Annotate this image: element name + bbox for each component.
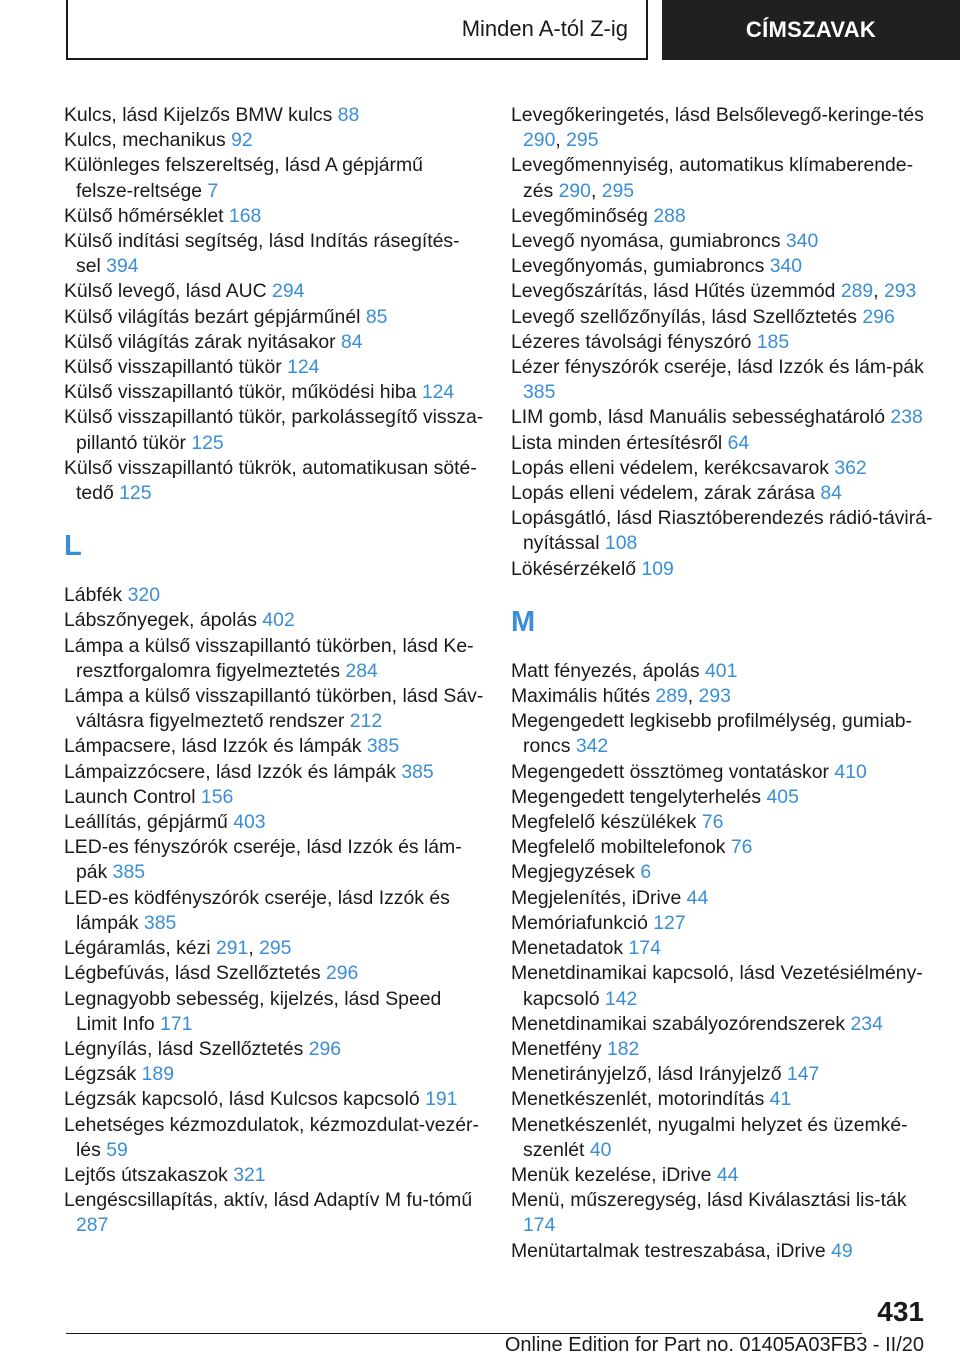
page-reference-link[interactable]: 76 xyxy=(701,811,724,834)
index-entry xyxy=(64,305,484,330)
tab-section-title[interactable] xyxy=(66,0,648,60)
index-entry xyxy=(64,355,484,380)
index-entry xyxy=(64,835,484,885)
index-entry xyxy=(511,204,936,229)
page-reference-link[interactable]: 293 xyxy=(883,280,917,303)
index-entry-text: Menütartalmak testreszabása, iDrive xyxy=(511,1239,826,1262)
tab-active-chapter[interactable] xyxy=(662,0,960,60)
index-entry xyxy=(511,305,936,330)
page-reference-link[interactable]: 340 xyxy=(769,255,803,278)
page-reference-link[interactable]: 44 xyxy=(686,886,709,909)
footer-edition: Online Edition for Part no. 01405A03FB3 - II/20 xyxy=(504,1334,924,1356)
page-reference-link[interactable]: 238 xyxy=(890,406,923,429)
index-entry-text: Lámpa a külső visszapillantó tükörben, lásd Ke-resztforgalomra figyelmeztetés xyxy=(64,634,474,682)
index-entry-text: Levegőkeringetés, lásd Belsőlevegő-keringe-tés xyxy=(511,104,924,126)
page-reference-link[interactable]: 125 xyxy=(191,431,224,454)
index-entry-text: Lehetséges kézmozdulatok, kézmozdulat-vezér-lés xyxy=(64,1113,479,1161)
page-reference-link[interactable]: 401 xyxy=(705,659,738,682)
page-reference-link[interactable]: 59 xyxy=(106,1138,128,1161)
index-entry xyxy=(511,760,936,785)
index-entry xyxy=(64,1062,484,1087)
page-reference-link[interactable]: 295 xyxy=(566,129,599,152)
page-reference-link[interactable]: 41 xyxy=(769,1088,792,1111)
index-entry xyxy=(511,1087,936,1112)
index-entry-text: Külső visszapillantó tükrök, automatikusan söté-tedő xyxy=(64,456,477,505)
index-entry xyxy=(511,1062,936,1087)
page-reference-link[interactable]: 44 xyxy=(716,1163,739,1186)
page-reference-link[interactable]: 84 xyxy=(820,482,842,505)
index-entry xyxy=(64,405,484,455)
index-entry xyxy=(64,734,484,759)
index-entry xyxy=(64,204,484,229)
index-entry: Maximális hűtés 289, 293 xyxy=(511,685,731,708)
page-reference-link[interactable]: 294 xyxy=(272,280,305,303)
page-reference-link[interactable]: 402 xyxy=(262,609,295,632)
entry-list-after xyxy=(64,583,484,1238)
index-entry-text: Kulcs, mechanikus xyxy=(64,129,226,152)
page-reference-link[interactable]: 394 xyxy=(106,255,139,278)
index-entry xyxy=(64,1113,484,1163)
page-reference-link[interactable]: 6 xyxy=(640,861,652,884)
page-reference-link[interactable]: 284 xyxy=(345,659,378,682)
index-entry-text: Menetadatok xyxy=(511,937,624,960)
page-reference-link[interactable]: 385 xyxy=(143,911,177,934)
index-entry-text: Megfelelő készülékek xyxy=(511,811,697,834)
index-entry-text: Levegőmennyiség, automatikus klímaberende-zés xyxy=(511,154,914,202)
page-reference-link[interactable]: 125 xyxy=(119,482,152,505)
index-entry xyxy=(511,911,936,936)
page-reference-link[interactable]: 385 xyxy=(523,381,556,404)
page-reference-link[interactable]: 342 xyxy=(575,735,609,758)
page-reference-link[interactable]: 289 xyxy=(655,685,688,708)
index-entry xyxy=(511,1113,936,1163)
index-entry-text: Megfelelő mobiltelefonok xyxy=(511,836,726,859)
index-entry-text: Leállítás, gépjármű xyxy=(64,811,228,834)
index-entry-text: Levegő nyomása, gumiabroncs xyxy=(511,230,781,253)
index-entry xyxy=(511,709,936,759)
index-entry xyxy=(511,229,936,254)
page-reference-link[interactable]: 289 xyxy=(840,280,874,303)
index-entry-text: LIM gomb, lásd Manuális sebességhatároló xyxy=(511,406,886,429)
page-reference-link[interactable]: 385 xyxy=(366,735,400,758)
index-entry-text: Lökésérzékelő xyxy=(511,557,637,580)
index-entry xyxy=(64,760,484,785)
index-entry xyxy=(511,355,936,405)
index-entry-text: Menetfény xyxy=(511,1037,602,1060)
index-entry-text: Megjelenítés, iDrive xyxy=(511,886,682,909)
index-entry xyxy=(64,583,484,608)
index-entry-text: Kulcs, lásd Kijelzős BMW kulcs xyxy=(64,104,333,126)
index-entry-text: Légbefúvás, lásd Szellőztetés xyxy=(64,962,321,985)
index-entry-text: Megjegyzések xyxy=(511,861,635,884)
index-entry xyxy=(511,330,936,355)
page-reference-link[interactable]: 49 xyxy=(831,1239,853,1262)
index-entry xyxy=(64,103,484,128)
index-entry-text: Menü, műszeregység, lásd Kiválasztási lis-ták xyxy=(511,1189,907,1212)
page-reference-link[interactable]: 40 xyxy=(589,1138,612,1161)
index-entry-text: Maximális hűtés xyxy=(511,685,651,708)
index-entry-text: LED-es ködfényszórók cseréje, lásd Izzók és lámpák xyxy=(64,886,450,934)
page-reference-link[interactable]: 156 xyxy=(200,785,234,808)
index-entry-text: Légzsák kapcsoló, lásd Kulcsos kapcsoló xyxy=(64,1088,420,1111)
index-entry xyxy=(511,481,936,506)
page-reference-link[interactable]: 92 xyxy=(231,129,253,152)
index-entry-text: Külső világítás bezárt gépjárműnél xyxy=(64,305,361,328)
index-entry-text: Lopás elleni védelem, zárak zárása xyxy=(511,482,815,505)
index-entry-text: Matt fényezés, ápolás xyxy=(511,659,700,682)
index-entry xyxy=(64,886,484,936)
index-entry-text: Lámpaizzócsere, lásd Izzók és lámpák xyxy=(64,760,396,783)
index-entry xyxy=(511,785,936,810)
page-reference-link[interactable]: 185 xyxy=(756,330,790,353)
page-reference-link[interactable]: 124 xyxy=(421,381,455,404)
index-entry-text: Memóriafunkció xyxy=(511,911,648,934)
index-entry-text: Megengedett legkisebb profilmélység, gumiab-roncs xyxy=(511,710,912,758)
index-entry: Légáramlás, kézi 291, 295 xyxy=(64,937,292,960)
index-entry-text: Megengedett tengelyterhelés xyxy=(511,785,762,808)
page-reference-link[interactable]: 85 xyxy=(365,305,388,328)
index-entry-text: Lejtős útszakaszok xyxy=(64,1163,228,1186)
page-reference-link[interactable]: 171 xyxy=(160,1012,193,1035)
index-entry xyxy=(64,330,484,355)
index-entry-text: Külső visszapillantó tükör xyxy=(64,356,282,379)
index-entry xyxy=(64,380,484,405)
page-reference-link[interactable]: 403 xyxy=(233,811,266,834)
index-entry xyxy=(511,1012,936,1037)
page-reference-link[interactable]: 124 xyxy=(287,356,320,379)
entry-list-before xyxy=(64,103,484,506)
index-entry-text: Légzsák xyxy=(64,1063,137,1086)
page-reference-link[interactable]: 385 xyxy=(401,760,434,783)
index-entry-text: LED-es fényszórók cseréje, lásd Izzók és lám-pák xyxy=(64,836,462,884)
index-entry xyxy=(511,431,936,456)
page-reference-link[interactable]: 320 xyxy=(127,584,160,607)
index-entry-text: Levegőszárítás, lásd Hűtés üzemmód xyxy=(511,280,836,303)
index-entry xyxy=(64,1037,484,1062)
index-entry xyxy=(511,886,936,911)
page-reference-link[interactable]: 108 xyxy=(604,532,638,555)
index-entry xyxy=(64,456,484,506)
page-reference-link[interactable]: 290 xyxy=(523,129,556,152)
page-reference-link[interactable]: 296 xyxy=(308,1037,342,1060)
index-entry xyxy=(511,557,936,582)
entry-list-before xyxy=(511,103,936,582)
index-entry xyxy=(64,810,484,835)
index-entry: Levegőkeringetés, lásd Belsőlevegő-keringe-tés 290, 295 xyxy=(511,104,924,152)
index-entry xyxy=(64,608,484,633)
page-reference-link[interactable]: 182 xyxy=(606,1037,640,1060)
index-entry xyxy=(64,1188,484,1238)
index-entry xyxy=(511,1188,936,1238)
index-entry xyxy=(511,405,936,430)
active-tab-label: CÍMSZAVAK xyxy=(745,17,877,42)
index-entry-text: Lézer fényszórók cseréje, lásd Izzók és lám-pák xyxy=(511,356,924,379)
index-entry xyxy=(64,229,484,279)
index-entry xyxy=(64,634,484,684)
index-letter-heading: M xyxy=(511,605,536,638)
page-reference-link[interactable]: 127 xyxy=(653,911,686,934)
index-entry-text: Megengedett össztömeg vontatáskor xyxy=(511,760,829,783)
page-reference-link[interactable]: 174 xyxy=(523,1214,556,1237)
page-reference-link[interactable]: 174 xyxy=(628,937,661,960)
page-reference-link[interactable]: 168 xyxy=(228,204,262,227)
index-entry-text: Légáramlás, kézi xyxy=(64,937,211,960)
index-entry-text: Menetkészenlét, motorindítás xyxy=(511,1088,765,1111)
page-reference-link[interactable]: 385 xyxy=(112,861,146,884)
index-entry-text: Lopásgátló, lásd Riasztóberendezés rádió-távirá-nyítással xyxy=(511,507,933,555)
index-entry-text: Külső visszapillantó tükör, parkolássegítő vissza-pillantó tükör xyxy=(64,406,484,454)
page-reference-link[interactable]: 295 xyxy=(601,179,635,202)
index-entry xyxy=(511,810,936,835)
index-entry-text: Levegő szellőzőnyílás, lásd Szellőztetés xyxy=(511,305,857,328)
page-reference-link[interactable]: 291 xyxy=(215,937,249,960)
page-reference-link[interactable]: 76 xyxy=(730,836,753,859)
index-entry xyxy=(64,1163,484,1188)
page-reference-link[interactable]: 7 xyxy=(207,179,219,202)
index-entry xyxy=(511,860,936,885)
page-reference-link[interactable]: 290 xyxy=(558,179,591,202)
index-entry-text: Legnagyobb sebesség, kijelzés, lásd Speed Limit Info xyxy=(64,987,442,1035)
index-entry-text: Lábszőnyegek, ápolás xyxy=(64,609,257,632)
index-entry-text: Külső visszapillantó tükör, működési hiba xyxy=(64,381,417,404)
index-entry-text: Menetkészenlét, nyugalmi helyzet és üzemké-szenlét xyxy=(511,1113,908,1161)
index-entry xyxy=(511,1239,936,1264)
page-reference-link[interactable]: 234 xyxy=(850,1012,883,1035)
index-entry-text: Lista minden értesítésről xyxy=(511,431,723,454)
page-reference-link[interactable]: 109 xyxy=(641,557,674,580)
index-entry xyxy=(511,1037,936,1062)
page-reference-link[interactable]: 296 xyxy=(325,962,359,985)
index-entry-text: Lopás elleni védelem, kerékcsavarok xyxy=(511,456,829,479)
index-entry-text: Levegőnyomás, gumiabroncs xyxy=(511,255,765,278)
page-reference-link[interactable]: 64 xyxy=(727,431,750,454)
index-entry-text: Menetirányjelző, lásd Irányjelző xyxy=(511,1063,782,1086)
page-reference-link[interactable]: 84 xyxy=(340,330,363,353)
index-entry xyxy=(511,835,936,860)
index-entry-text: Külső hőmérséklet xyxy=(64,204,224,227)
index-entry xyxy=(511,659,936,684)
index-entry-text: Légnyílás, lásd Szellőztetés xyxy=(64,1037,304,1060)
index-entry-text: Lámpa a külső visszapillantó tükörben, lásd Sáv-váltásra figyelmeztető rendszer xyxy=(64,685,484,733)
index-entry-text: Lámpacsere, lásd Izzók és lámpák xyxy=(64,735,362,758)
index-entry-text: Levegőminőség xyxy=(511,204,648,227)
index-entry xyxy=(64,684,484,734)
index-entry-text: Különleges felszereltség, lásd A gépjármű felsze-reltsége xyxy=(64,154,423,202)
index-entry-text: Lábfék xyxy=(64,584,123,607)
index-entry: Levegőmennyiség, automatikus klímaberende-zés 290, 295 xyxy=(511,154,914,202)
index-letter-heading: L xyxy=(64,530,82,563)
index-entry-text: Menetdinamikai szabályozórendszerek xyxy=(511,1012,846,1035)
index-entry-text: Lézeres távolsági fényszóró xyxy=(511,330,752,353)
index-column-right xyxy=(511,103,936,1264)
page-reference-link[interactable]: 293 xyxy=(698,685,731,708)
index-entry xyxy=(511,961,936,1011)
page-reference-link[interactable]: 191 xyxy=(425,1088,458,1111)
page-reference-link[interactable]: 295 xyxy=(259,937,292,960)
page-reference-link[interactable]: 212 xyxy=(349,710,383,733)
page-reference-link[interactable]: 189 xyxy=(141,1063,174,1086)
index-entry-text: Külső indítási segítség, lásd Indítás rásegítés-sel xyxy=(64,230,460,278)
index-entry xyxy=(511,936,936,961)
index-column-left xyxy=(64,103,484,1239)
index-entry xyxy=(511,254,936,279)
index-entry xyxy=(64,987,484,1037)
index-entry xyxy=(64,128,484,153)
entry-list-after xyxy=(511,659,936,1264)
index-entry xyxy=(511,506,936,556)
page-number: 431 xyxy=(877,1296,924,1327)
index-entry-text: Lengéscsillapítás, aktív, lásd Adaptív M fu-tómű xyxy=(64,1189,473,1212)
page-reference-link[interactable]: 321 xyxy=(233,1163,266,1186)
page-reference-link[interactable]: 88 xyxy=(337,104,360,126)
index-entry: Levegőszárítás, lásd Hűtés üzemmód 289, 293 xyxy=(511,280,917,303)
page-reference-link[interactable]: 405 xyxy=(766,785,799,808)
section-tab-label: Minden A-tól Z-ig xyxy=(461,16,628,41)
index-entry xyxy=(64,785,484,810)
index-entry xyxy=(511,456,936,481)
page-reference-link[interactable]: 142 xyxy=(604,987,638,1010)
index-entry xyxy=(64,961,484,986)
index-entry xyxy=(511,1163,936,1188)
page-reference-link[interactable]: 296 xyxy=(862,305,895,328)
index-entry-text: Külső levegő, lásd AUC xyxy=(64,280,267,303)
index-entry-text: Launch Control xyxy=(64,785,196,808)
index-entry xyxy=(64,153,484,203)
page-reference-link[interactable]: 410 xyxy=(834,760,867,783)
index-entry-text: Menetdinamikai kapcsoló, lásd Vezetésiélmény-kapcsoló xyxy=(511,962,923,1010)
index-entry xyxy=(64,279,484,304)
page-reference-link[interactable]: 287 xyxy=(76,1214,109,1237)
page-reference-link[interactable]: 362 xyxy=(834,456,867,479)
chapter-tabs xyxy=(66,0,960,62)
index-entry-text: Külső világítás zárak nyitásakor xyxy=(64,330,336,353)
index-entry xyxy=(64,1087,484,1112)
index-entry-text: Menük kezelése, iDrive xyxy=(511,1163,712,1186)
page-reference-link[interactable]: 340 xyxy=(785,230,819,253)
page-reference-link[interactable]: 288 xyxy=(653,204,686,227)
page-reference-link[interactable]: 147 xyxy=(786,1063,820,1086)
